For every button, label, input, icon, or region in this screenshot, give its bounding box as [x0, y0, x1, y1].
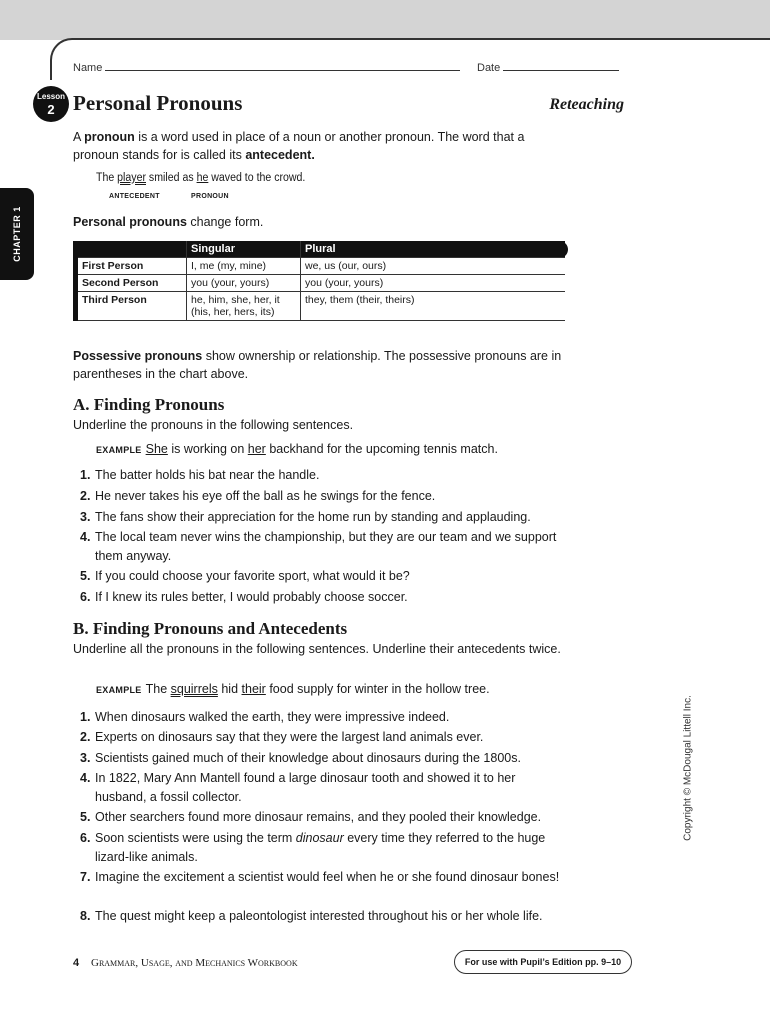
- chart-cell-singular: he, him, she, her, it (his, her, hers, its): [187, 292, 301, 321]
- list-item: [80, 508, 570, 527]
- section-a-example: [96, 442, 498, 456]
- chart-header-singular: Singular: [187, 241, 301, 258]
- intro-text-1: A: [73, 130, 85, 144]
- list-item: [80, 487, 570, 506]
- pronoun-tag: PRONOUN: [191, 193, 229, 200]
- item-text: Other searchers found more dinosaur remains, and they pooled their knowledge.: [95, 810, 542, 824]
- section-b-example: [96, 682, 490, 696]
- chart-cell-plural: we, us (our, ours): [301, 258, 566, 275]
- chart-row: [76, 292, 566, 321]
- example-antecedent: squirrels: [170, 682, 218, 696]
- name-field[interactable]: [73, 60, 460, 74]
- item-text: The batter holds his bat near the handle.: [95, 468, 320, 482]
- section-b-instructions: Underline all the pronouns in the following sentences. Underline their antecedents twice.: [73, 642, 561, 656]
- item-number: 8.: [80, 909, 91, 923]
- intro-paragraph: [73, 128, 573, 164]
- intro-bold-antecedent: antecedent.: [245, 148, 315, 162]
- item-number: 2.: [80, 489, 91, 503]
- pupil-edition-badge: For use with Pupil’s Edition pp. 9–10: [454, 950, 632, 974]
- item-text: He never takes his eye off the ball as he swings for the fence.: [95, 489, 436, 503]
- top-band: [0, 0, 770, 40]
- list-item: [80, 567, 570, 586]
- possessive-rest: show ownership or relationship. The possessive pronouns are in parentheses in the chart above.: [73, 349, 562, 381]
- example-mid: hid: [217, 682, 242, 696]
- item-number: 1.: [80, 710, 91, 724]
- page-title: Personal Pronouns: [73, 91, 243, 115]
- date-field[interactable]: [477, 60, 619, 74]
- list-item: [80, 749, 570, 768]
- list-item: [80, 466, 570, 485]
- sample-pronoun: he: [196, 172, 209, 184]
- chart-cell-person: Third Person: [76, 292, 187, 321]
- sample-sentence: [96, 172, 305, 184]
- item-text: The fans show their appreciation for the home run by standing and applauding.: [95, 510, 531, 524]
- item-text: The quest might keep a paleontologist interested throughout his or her whole life.: [95, 909, 543, 923]
- chart-cell-plural: you (your, yours): [301, 275, 566, 292]
- example-rest: food supply for winter in the hollow tree.: [265, 682, 490, 696]
- example-label: EXAMPLE: [96, 445, 142, 455]
- example-pronoun-2: her: [247, 442, 266, 456]
- item-number: 4.: [80, 530, 91, 544]
- item-text: The local team never wins the championship, but they are our team and we support them anyway.: [95, 530, 557, 563]
- item-number: 5.: [80, 569, 91, 583]
- possessive-bold: Possessive pronouns: [73, 349, 203, 363]
- section-a-heading: A. Finding Pronouns: [73, 395, 225, 414]
- lesson-badge: [33, 86, 69, 122]
- example-mid: is working on: [167, 442, 248, 456]
- date-label: Date: [477, 62, 501, 74]
- chapter-tab-label: CHAPTER 1: [12, 206, 22, 262]
- chart-cell-singular: I, me (my, mine): [187, 258, 301, 275]
- item-text: Scientists gained much of their knowledge about dinosaurs during the 1800s.: [95, 751, 521, 765]
- sample-pre: The: [96, 172, 118, 184]
- list-item: [80, 588, 570, 607]
- example-pre: The: [145, 682, 171, 696]
- item-text: Soon scientists were using the term dinosaur every time they referred to the huge lizard-like animals.: [95, 831, 546, 864]
- chart-row: [76, 258, 566, 275]
- possessive-paragraph: [73, 347, 573, 383]
- chart-cell-singular: you (your, yours): [187, 275, 301, 292]
- page-number: 4: [73, 957, 80, 969]
- change-rest: change form.: [186, 215, 264, 229]
- change-form-line: [73, 213, 573, 231]
- item-text: Experts on dinosaurs say that they were the largest land animals ever.: [95, 730, 484, 744]
- change-bold: Personal pronouns: [73, 215, 187, 229]
- section-b-heading: B. Finding Pronouns and Antecedents: [73, 619, 348, 638]
- list-item: [80, 708, 570, 727]
- item-number: 5.: [80, 810, 91, 824]
- section-a-instructions: Underline the pronouns in the following sentences.: [73, 418, 354, 432]
- chart-cell-person: First Person: [76, 258, 187, 275]
- name-label: Name: [73, 62, 103, 74]
- intro-bold-pronoun: pronoun: [84, 130, 135, 144]
- sample-antecedent: player: [117, 172, 146, 184]
- lesson-label: Lesson: [36, 92, 65, 101]
- item-text: When dinosaurs walked the earth, they were impressive indeed.: [95, 710, 450, 724]
- date-line: [503, 60, 619, 71]
- reteaching-label: Reteaching: [549, 96, 624, 113]
- list-item: [80, 829, 570, 867]
- list-item: [80, 769, 570, 807]
- chart-cell-plural: they, them (their, theirs): [301, 292, 566, 321]
- chart-header-person: [76, 241, 187, 258]
- list-item: [80, 528, 570, 566]
- example-label: EXAMPLE: [96, 685, 142, 695]
- list-item: [80, 728, 570, 747]
- list-item: [80, 907, 570, 926]
- example-rest: backhand for the upcoming tennis match.: [265, 442, 498, 456]
- item-number: 7.: [80, 870, 91, 884]
- book-title: Grammar, Usage, and Mechanics Workbook: [91, 957, 298, 969]
- chart-row: [76, 275, 566, 292]
- chapter-tab: [0, 188, 34, 280]
- intro-text-2: is a word used in place of a noun or another pronoun. The word that a pronoun stands for is called its: [73, 130, 525, 162]
- item-number: 6.: [80, 590, 91, 604]
- sample-mid: smiled as: [145, 172, 197, 184]
- item-number: 1.: [80, 468, 91, 482]
- lesson-number: 2: [47, 101, 55, 117]
- chart-header-row: [76, 241, 566, 258]
- item-number: 3.: [80, 510, 91, 524]
- name-line: [105, 60, 460, 71]
- chart-header-plural: Plural: [301, 241, 566, 258]
- item-text: If you could choose your favorite sport, what would it be?: [95, 569, 410, 583]
- item-text: If I knew its rules better, I would probably choose soccer.: [95, 590, 408, 604]
- item-text: Imagine the excitement a scientist would feel when he or she found dinosaur bones!: [95, 870, 560, 884]
- list-item: [80, 808, 570, 827]
- chart-cell-person: Second Person: [76, 275, 187, 292]
- pronoun-chart: [73, 241, 565, 321]
- copyright-notice: Copyright © McDougal Littell Inc.: [682, 695, 694, 841]
- item-text: In 1822, Mary Ann Mantell found a large dinosaur tooth and showed it to her husband, a fossil collector.: [95, 771, 516, 804]
- antecedent-tag: ANTECEDENT: [109, 193, 160, 200]
- item-number: 2.: [80, 730, 91, 744]
- example-pronoun-1: She: [145, 442, 168, 456]
- item-number: 4.: [80, 771, 91, 785]
- item-number: 3.: [80, 751, 91, 765]
- list-item: [80, 868, 570, 887]
- example-pronoun: their: [241, 682, 266, 696]
- item-number: 6.: [80, 831, 91, 845]
- sample-post: waved to the crowd.: [208, 172, 306, 184]
